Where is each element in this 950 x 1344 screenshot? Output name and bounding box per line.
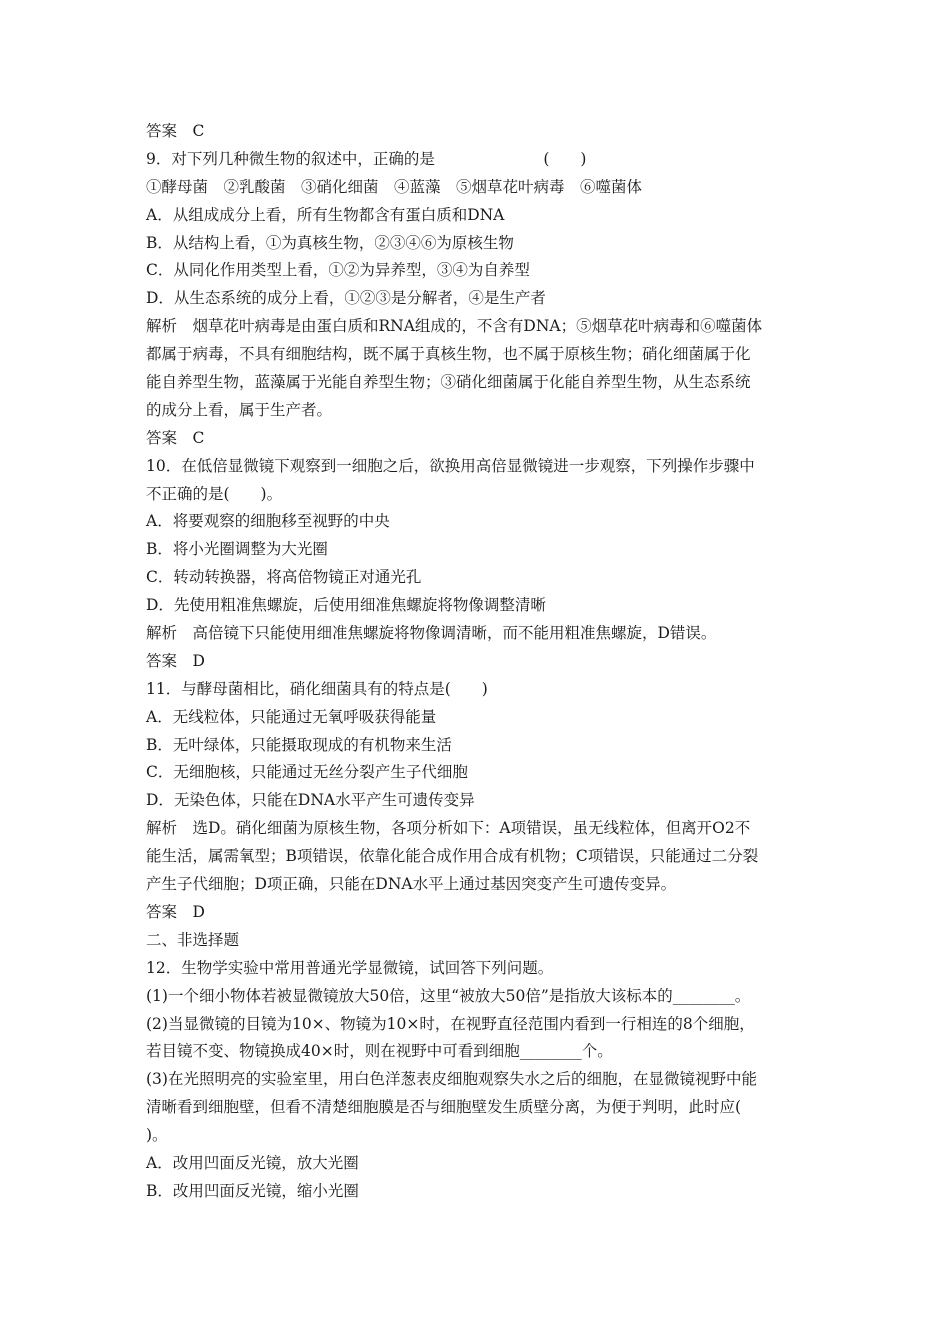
section-heading: 二、非选择题	[146, 930, 240, 949]
question-11-analysis: 能生活，属需氧型；B项错误，依靠化能合成作用合成有机物；C项错误，只能通过二分裂	[146, 847, 759, 866]
question-12-option-a: A．改用凹面反光镜，放大光圈	[146, 1153, 359, 1172]
question-10-stem: 10．在低倍显微镜下观察到一细胞之后，欲换用高倍显微镜进一步观察，下列操作步骤中	[146, 456, 755, 475]
question-9-analysis: 都属于病毒，不具有细胞结构，既不属于真核生物，也不属于原核生物；硝化细菌属于化	[146, 345, 751, 364]
question-10-option-c: C．转动转换器，将高倍物镜正对通光孔	[146, 568, 422, 587]
answer-line: 答案 D	[146, 651, 205, 670]
question-12-part-2: (2)当显微镜的目镜为10×、物镜为10×时，在视野直径范围内看到一行相连的8个细胞，	[146, 1014, 755, 1033]
question-9-option-b: B．从结构上看，①为真核生物，②③④⑥为原核生物	[146, 233, 514, 252]
answer-line: 答案 C	[146, 122, 205, 140]
question-10-option-d: D．先使用粗准焦螺旋，后使用细准焦螺旋将物像调整清晰	[146, 596, 546, 615]
question-9-organisms: ①酵母菌 ②乳酸菌 ③硝化细菌 ④蓝藻 ⑤烟草花叶病毒 ⑥噬菌体	[146, 177, 643, 196]
question-12-part-2: 若目镜不变、物镜换成40×时，则在视野中可看到细胞________个。	[146, 1042, 613, 1061]
question-12-option-b: B．改用凹面反光镜，缩小光圈	[146, 1181, 359, 1200]
question-10-stem: 不正确的是( )。	[146, 484, 283, 503]
question-9-analysis: 的成分上看，属于生产者。	[146, 400, 333, 419]
question-9-analysis: 能自养型生物，蓝藻属于光能自养型生物；③硝化细菌属于化能自养型生物，从生态系统	[146, 373, 751, 392]
question-11-option-a: A．无线粒体，只能通过无氧呼吸获得能量	[146, 707, 437, 726]
question-12-part-1: (1)一个细小物体若被显微镜放大50倍，这里“被放大50倍”是指放大该标本的________。	[146, 986, 751, 1005]
question-11-option-b: B．无叶绿体，只能摄取现成的有机物来生活	[146, 735, 452, 754]
question-9-option-d: D．从生态系统的成分上看，①②③是分解者，④是生产者	[146, 289, 546, 308]
question-11-analysis: 解析 选D。硝化细菌为原核生物，各项分析如下：A项错误，虽无线粒体，但离开O2不	[146, 819, 751, 838]
question-10-analysis: 解析 高倍镜下只能使用细准焦螺旋将物像调清晰，而不能用粗准焦螺旋，D错误。	[146, 624, 717, 643]
question-11-option-d: D．无染色体，只能在DNA水平产生可遗传变异	[146, 791, 475, 810]
question-12-part-3: 清晰看到细胞壁，但看不清楚细胞膜是否与细胞壁发生质壁分离，为便于判明，此时应(	[146, 1098, 742, 1117]
question-9-stem: 9．对下列几种微生物的叙述中，正确的是 ( )	[146, 149, 587, 168]
question-11-stem: 11．与酵母菌相比，硝化细菌具有的特点是( )	[146, 679, 488, 698]
question-11-option-c: C．无细胞核，只能通过无丝分裂产生子代细胞	[146, 763, 468, 782]
question-12-part-3: )。	[146, 1126, 168, 1145]
answer-line: 答案 C	[146, 428, 205, 447]
document-page	[146, 118, 826, 1206]
question-9-analysis: 解析 烟草花叶病毒是由蛋白质和RNA组成的，不含有DNA；⑤烟草花叶病毒和⑥噬菌体	[146, 317, 763, 336]
question-9-option-c: C．从同化作用类型上看，①②为异养型，③④为自养型	[146, 261, 530, 280]
question-10-option-b: B．将小光圈调整为大光圈	[146, 540, 328, 559]
answer-line: 答案 D	[146, 902, 205, 921]
question-9-option-a: A．从组成成分上看，所有生物都含有蛋白质和DNA	[146, 205, 505, 224]
question-10-option-a: A．将要观察的细胞移至视野的中央	[146, 512, 390, 531]
question-12-stem: 12．生物学实验中常用普通光学显微镜，试回答下列问题。	[146, 958, 554, 977]
question-11-analysis: 产生子代细胞；D项正确，只能在DNA水平上通过基因突变产生可遗传变异。	[146, 875, 677, 894]
question-12-part-3: (3)在光照明亮的实验室里，用白色洋葱表皮细胞观察失水之后的细胞，在显微镜视野中能	[146, 1070, 757, 1089]
